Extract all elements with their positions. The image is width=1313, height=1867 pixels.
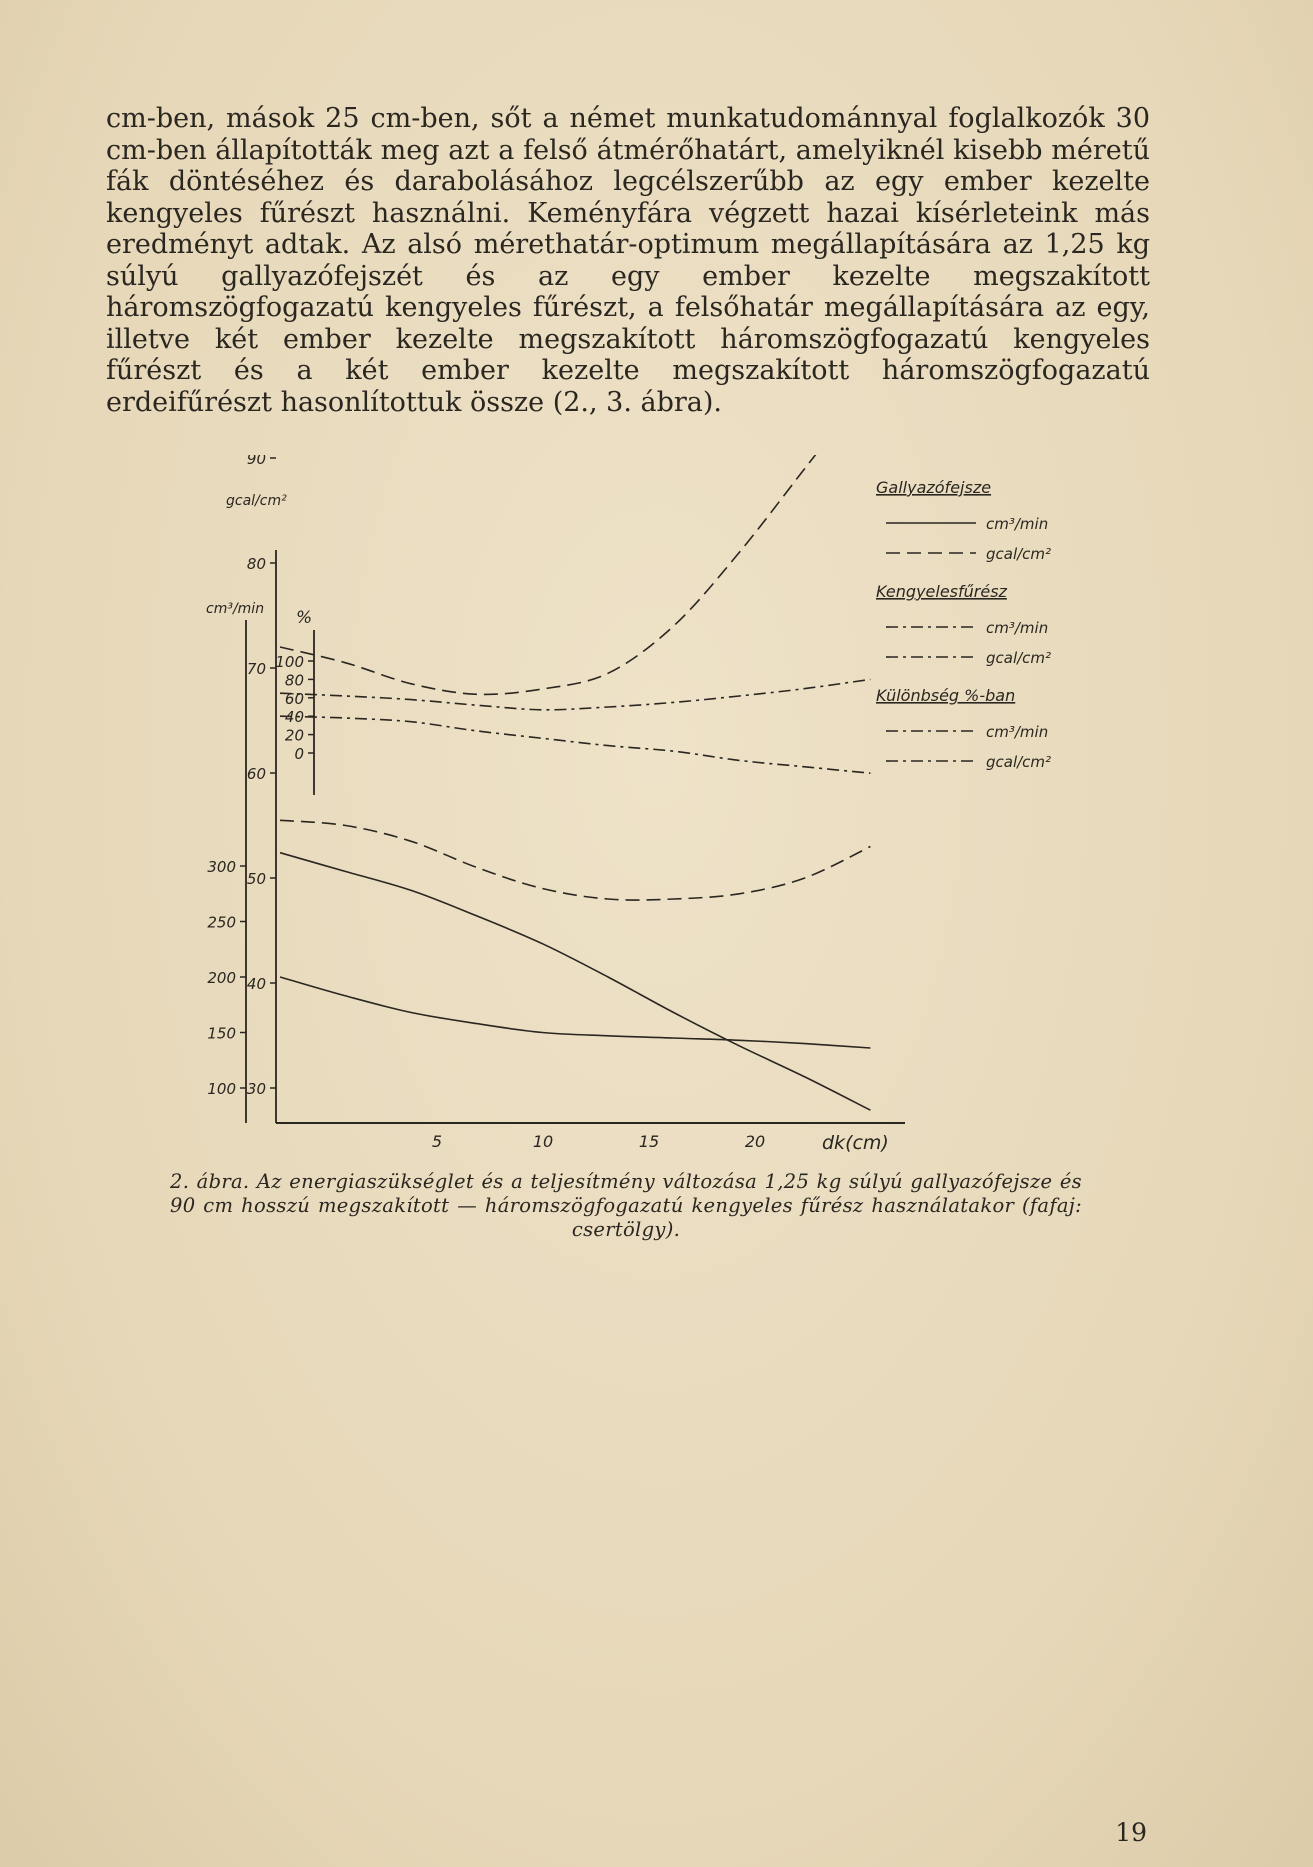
series-line-4 (280, 820, 870, 900)
body-paragraph-1: cm-ben, mások 25 cm-ben, sőt a német munkatudománnyal foglalkozók 30 cm-ben állapították meg azt a felső átmérőhatárt, amelyiknél kisebb méretű fák döntéséhez és darabolásához legcélszerűbb az egy ember kezelte kengyeles fűrészt használni. Keményfára végzett hazai kísérleteink más eredményt adtak. Az alsó mérethatár-optimum megállapítására az 1,25 kg súlyú gallyazófejszét és az egy ember kezelte megszakított háromszögfogazatú kengyeles fűrészt, a felsőhatár megállapítására az egy, illetve két ember kezelte megszakított háromszögfogazatú kengyeles fűrészt és a két ember kezelte megszakított háromszögfogazatú erdeifűrészt hasonlítottuk össze (2., 3. ábra). (106, 103, 1150, 418)
y-tick-label-pct: 40 (284, 708, 304, 727)
figure-2 (0, 455, 1313, 1170)
series-line-2 (280, 455, 870, 694)
legend-entry-label: cm³/min (986, 619, 1049, 637)
y-tick-label-gcal: 90 (246, 455, 266, 468)
x-tick-label: 15 (638, 1132, 660, 1151)
legend-entry-label: gcal/cm² (986, 545, 1052, 563)
y-tick-label-gcal: 30 (246, 1080, 266, 1098)
y-tick-label-cm3: 300 (207, 858, 236, 876)
y-axis-unit-pct: % (296, 608, 313, 628)
chart-legend (876, 478, 1051, 771)
series-line-6 (280, 716, 870, 773)
legend-entry-label: cm³/min (986, 723, 1049, 741)
x-tick-label: 5 (431, 1132, 443, 1151)
y-tick-label-cm3: 200 (207, 969, 236, 987)
legend-entry-label: gcal/cm² (986, 649, 1052, 667)
y-axis-unit-gcal: gcal/cm² (226, 493, 287, 509)
x-tick-label: 10 (532, 1132, 554, 1151)
legend-entry-label: gcal/cm² (986, 753, 1052, 771)
y-tick-label-cm3: 100 (207, 1080, 236, 1098)
y-tick-label-gcal: 60 (246, 765, 266, 783)
y-tick-label-gcal: 80 (246, 555, 266, 573)
series-line-1 (280, 853, 870, 1110)
legend-title: Kengyelesfűrész (876, 582, 1007, 601)
legend-entry-label: cm³/min (986, 515, 1049, 533)
y-tick-label-gcal: 40 (246, 975, 266, 993)
y-tick-label-pct: 0 (294, 745, 304, 763)
x-axis-label: dk(cm) (822, 1132, 889, 1154)
y-tick-label-pct: 60 (284, 689, 304, 708)
page-number: 19 (1115, 1818, 1147, 1847)
series-line-3 (280, 977, 870, 1048)
legend-title: Különbség %-ban (876, 686, 1016, 705)
y-tick-label-cm3: 150 (207, 1024, 236, 1043)
y-axis-unit-cm3: cm³/min (206, 601, 265, 617)
legend-title: Gallyazófejsze (876, 478, 992, 497)
chart-axes (206, 455, 905, 1154)
x-tick-label: 20 (744, 1132, 766, 1151)
y-tick-label-gcal: 50 (246, 870, 266, 888)
y-tick-label-pct: 100 (275, 653, 304, 671)
chart-series-group (280, 455, 870, 1110)
line-chart (0, 455, 1313, 1170)
figure-caption: 2. ábra. Az energiaszükséglet és a teljesítmény változása 1,25 kg súlyú gallyazófejsze és 90 cm hosszú megszakított — háromszögfogazatú kengyeles fűrész használatakor (fafaj: csertölgy). (170, 1170, 1082, 1241)
y-tick-label-pct: 20 (284, 726, 304, 745)
y-tick-label-gcal: 70 (246, 660, 266, 678)
y-tick-label-pct: 80 (284, 671, 304, 690)
y-tick-label-cm3: 250 (207, 913, 236, 932)
